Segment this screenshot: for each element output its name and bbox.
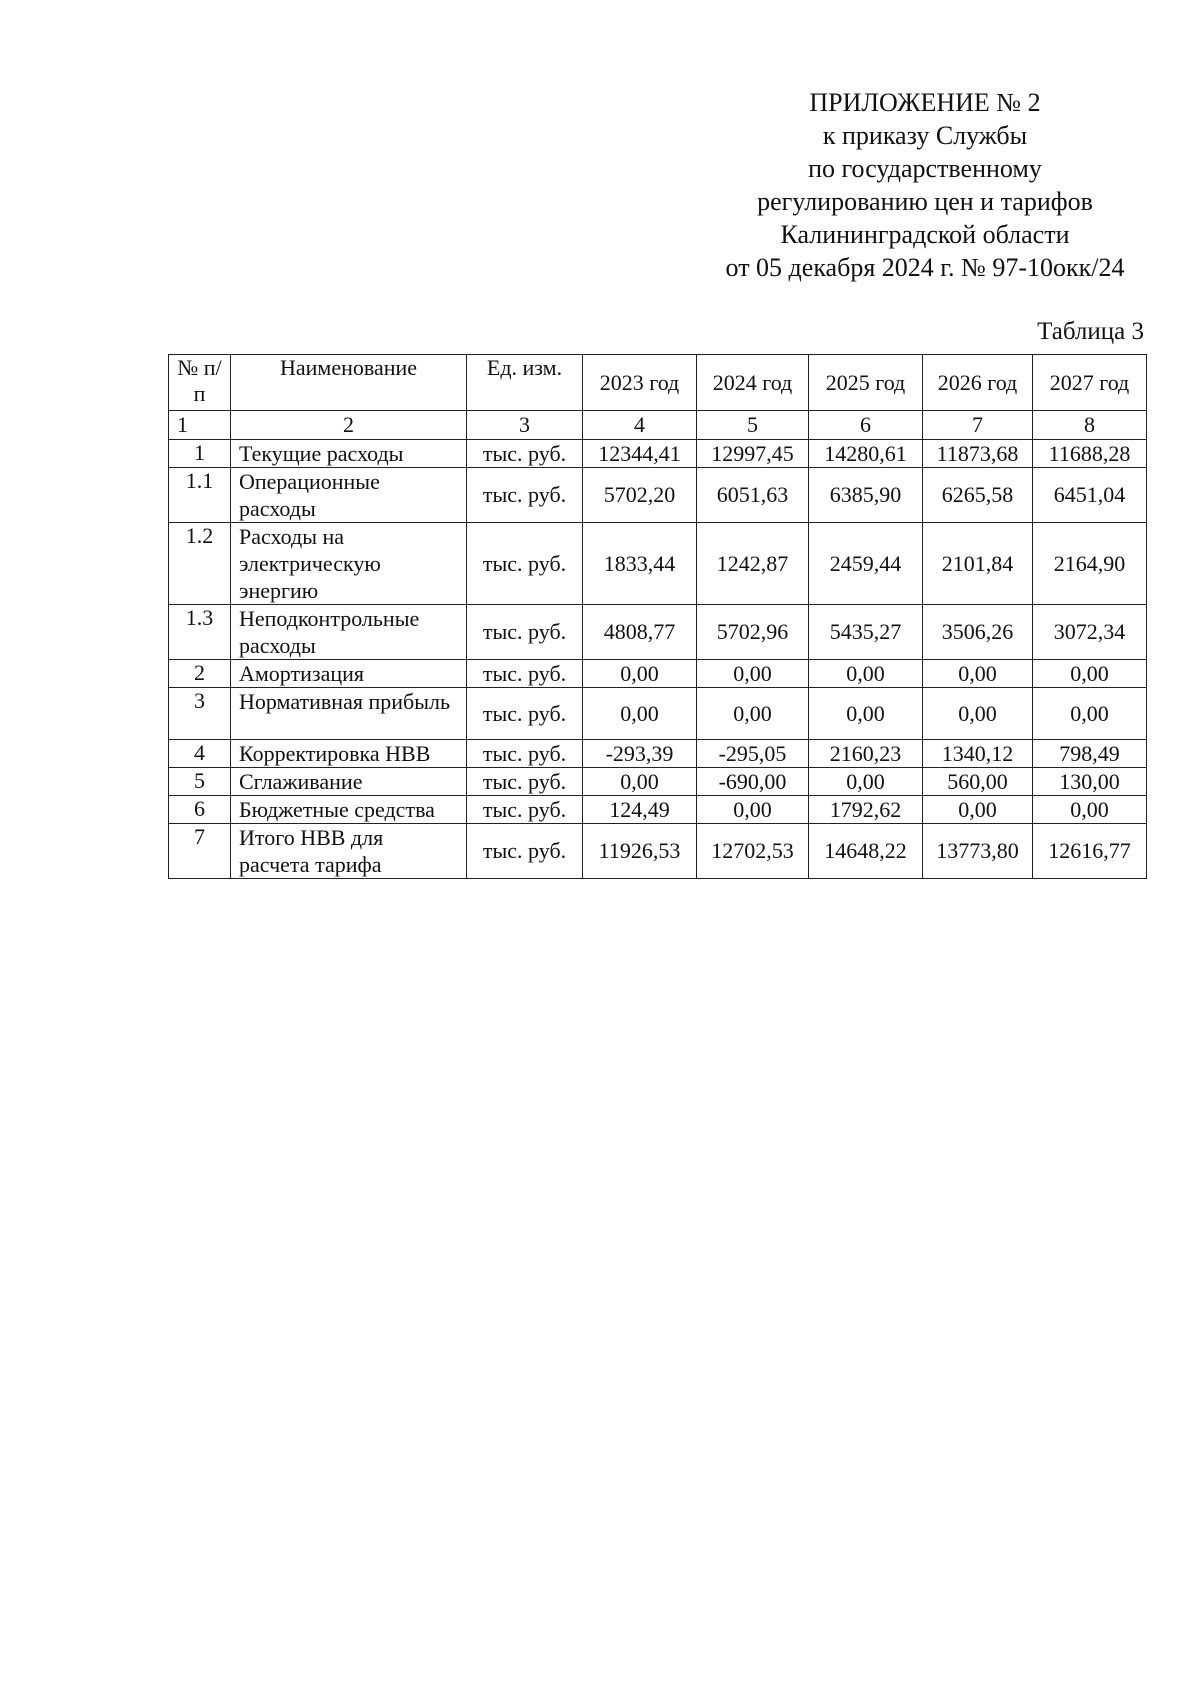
row-number: 1.3 — [169, 605, 231, 660]
row-name: Корректировка НВВ — [231, 740, 467, 768]
column-header-unit: Ед. изм. — [467, 355, 583, 411]
table-row — [169, 768, 1147, 796]
table-row — [169, 468, 1147, 523]
row-unit: тыс. руб. — [467, 660, 583, 688]
tariff-table — [168, 354, 1147, 879]
row-value-2025: 14280,61 — [809, 440, 923, 468]
table-row — [169, 740, 1147, 768]
row-value-2027: 12616,77 — [1033, 824, 1147, 879]
row-name: Текущие расходы — [231, 440, 467, 468]
row-value-2026: 0,00 — [923, 660, 1033, 688]
row-value-2027: 0,00 — [1033, 688, 1147, 740]
row-value-2023: -293,39 — [583, 740, 697, 768]
row-number: 5 — [169, 768, 231, 796]
column-number: 1 — [169, 411, 231, 440]
column-header-2026: 2026 год — [923, 355, 1033, 411]
row-value-2027: 0,00 — [1033, 796, 1147, 824]
table-row — [169, 824, 1147, 879]
row-value-2023: 12344,41 — [583, 440, 697, 468]
appendix-line: по государственному — [808, 154, 1042, 183]
row-name: Амортизация — [231, 660, 467, 688]
row-value-2026: 13773,80 — [923, 824, 1033, 879]
row-value-2025: 0,00 — [809, 768, 923, 796]
row-number: 6 — [169, 796, 231, 824]
row-value-2024: -295,05 — [697, 740, 809, 768]
row-name: Нормативная прибыль — [231, 688, 467, 740]
row-value-2025: 2459,44 — [809, 523, 923, 605]
row-value-2026: 1340,12 — [923, 740, 1033, 768]
row-value-2023: 11926,53 — [583, 824, 697, 879]
row-name: Расходы на электрическую энергию — [231, 523, 467, 605]
column-number: 6 — [809, 411, 923, 440]
row-value-2026: 3506,26 — [923, 605, 1033, 660]
row-number: 3 — [169, 688, 231, 740]
row-unit: тыс. руб. — [467, 440, 583, 468]
row-value-2027: 11688,28 — [1033, 440, 1147, 468]
row-value-2027: 798,49 — [1033, 740, 1147, 768]
row-unit: тыс. руб. — [467, 468, 583, 523]
row-value-2027: 6451,04 — [1033, 468, 1147, 523]
row-number: 2 — [169, 660, 231, 688]
table-row — [169, 523, 1147, 605]
row-unit: тыс. руб. — [467, 605, 583, 660]
row-value-2024: 0,00 — [697, 660, 809, 688]
column-number: 2 — [231, 411, 467, 440]
row-number: 1.1 — [169, 468, 231, 523]
row-value-2023: 0,00 — [583, 688, 697, 740]
row-value-2025: 2160,23 — [809, 740, 923, 768]
row-value-2026: 11873,68 — [923, 440, 1033, 468]
row-unit: тыс. руб. — [467, 824, 583, 879]
row-value-2026: 6265,58 — [923, 468, 1033, 523]
row-value-2027: 0,00 — [1033, 660, 1147, 688]
appendix-line: к приказу Службы — [822, 121, 1028, 150]
row-value-2023: 4808,77 — [583, 605, 697, 660]
row-value-2023: 0,00 — [583, 660, 697, 688]
table-row — [169, 796, 1147, 824]
row-value-2023: 5702,20 — [583, 468, 697, 523]
appendix-header — [690, 86, 1160, 284]
column-header-name: Наименование — [231, 355, 467, 411]
table-header-row — [169, 355, 1147, 411]
row-value-2025: 14648,22 — [809, 824, 923, 879]
row-value-2027: 3072,34 — [1033, 605, 1147, 660]
table-caption: Таблица 3 — [1037, 318, 1144, 345]
column-number: 3 — [467, 411, 583, 440]
row-value-2026: 0,00 — [923, 796, 1033, 824]
row-unit: тыс. руб. — [467, 768, 583, 796]
row-value-2026: 2101,84 — [923, 523, 1033, 605]
row-number: 1 — [169, 440, 231, 468]
table-body — [169, 440, 1147, 879]
row-value-2023: 0,00 — [583, 768, 697, 796]
row-value-2025: 0,00 — [809, 688, 923, 740]
column-header-2027: 2027 год — [1033, 355, 1147, 411]
row-number: 7 — [169, 824, 231, 879]
row-value-2024: 5702,96 — [697, 605, 809, 660]
row-value-2025: 0,00 — [809, 660, 923, 688]
table-row — [169, 688, 1147, 740]
row-value-2024: 6051,63 — [697, 468, 809, 523]
row-number: 1.2 — [169, 523, 231, 605]
row-name: Неподконтрольные расходы — [231, 605, 467, 660]
column-header-2024: 2024 год — [697, 355, 809, 411]
row-value-2025: 1792,62 — [809, 796, 923, 824]
row-unit: тыс. руб. — [467, 796, 583, 824]
row-value-2025: 5435,27 — [809, 605, 923, 660]
row-unit: тыс. руб. — [467, 523, 583, 605]
row-value-2024: 1242,87 — [697, 523, 809, 605]
row-value-2026: 0,00 — [923, 688, 1033, 740]
column-number: 5 — [697, 411, 809, 440]
row-name: Итого НВВ для расчета тарифа — [231, 824, 467, 879]
row-value-2024: 0,00 — [697, 688, 809, 740]
row-number: 4 — [169, 740, 231, 768]
column-number: 8 — [1033, 411, 1147, 440]
row-unit: тыс. руб. — [467, 740, 583, 768]
table-row — [169, 660, 1147, 688]
column-number: 7 — [923, 411, 1033, 440]
row-value-2025: 6385,90 — [809, 468, 923, 523]
column-number: 4 — [583, 411, 697, 440]
column-header-2023: 2023 год — [583, 355, 697, 411]
row-value-2023: 124,49 — [583, 796, 697, 824]
row-name: Операционные расходы — [231, 468, 467, 523]
column-header-2025: 2025 год — [809, 355, 923, 411]
row-unit: тыс. руб. — [467, 688, 583, 740]
row-value-2026: 560,00 — [923, 768, 1033, 796]
row-value-2027: 2164,90 — [1033, 523, 1147, 605]
column-number-row — [169, 411, 1147, 440]
table-row — [169, 605, 1147, 660]
column-header-num: № п/п — [169, 355, 231, 411]
row-name: Бюджетные средства — [231, 796, 467, 824]
appendix-title: ПРИЛОЖЕНИЕ № 2 — [809, 88, 1041, 117]
row-name: Сглаживание — [231, 768, 467, 796]
table-row — [169, 440, 1147, 468]
row-value-2024: 12997,45 — [697, 440, 809, 468]
row-value-2024: 0,00 — [697, 796, 809, 824]
appendix-line: регулированию цен и тарифов — [757, 187, 1093, 216]
row-value-2023: 1833,44 — [583, 523, 697, 605]
appendix-line: Калининградской области — [780, 220, 1070, 249]
row-value-2027: 130,00 — [1033, 768, 1147, 796]
row-value-2024: -690,00 — [697, 768, 809, 796]
row-value-2024: 12702,53 — [697, 824, 809, 879]
appendix-order-date: от 05 декабря 2024 г. № 97-10окк/24 — [725, 253, 1125, 282]
